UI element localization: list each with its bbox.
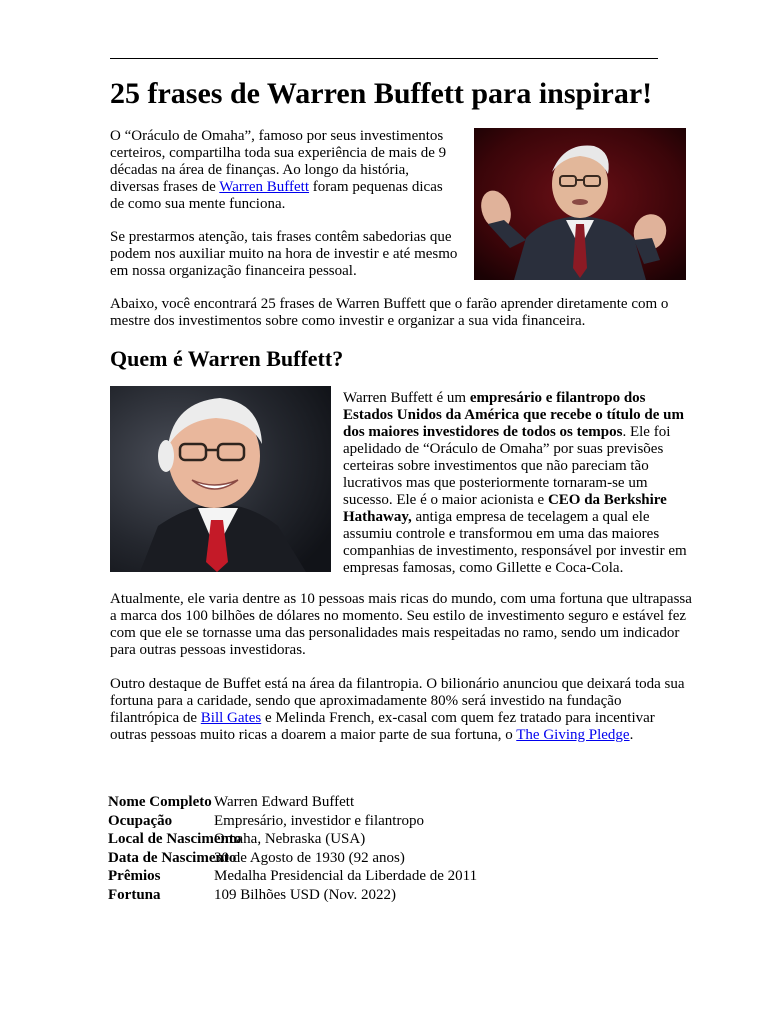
bill-gates-link[interactable]: Bill Gates bbox=[200, 710, 262, 726]
philanthropy-paragraph: Outro destaque de Buffet está na área da filantropia. O bilionário anunciou que deixará toda sua fortuna para a caridade, sendo que aproximadamente 80% será investido na fundação filantrópica de Bill Gates e Melinda French, ex-casal com quem fez tratado para incentivar outras pessoas muito ricas a doarem a maior parte de sua fortuna, o The Giving Pledge. bbox=[110, 676, 685, 743]
info-value: Empresário, investidor e filantropo bbox=[214, 812, 424, 829]
info-key: Data de Nascimento bbox=[108, 849, 237, 866]
info-row bbox=[108, 867, 528, 886]
info-key: Fortuna bbox=[108, 886, 161, 903]
info-key: Ocupação bbox=[108, 812, 173, 829]
info-row bbox=[108, 793, 528, 812]
info-value: 30 de Agosto de 1930 (92 anos) bbox=[214, 849, 405, 866]
info-key: Prêmios bbox=[108, 868, 161, 885]
buffett-portrait-photo bbox=[110, 386, 331, 572]
info-key: Local de Nascimento bbox=[108, 831, 242, 848]
wealth-paragraph: Atualmente, ele varia dentre as 10 pessoas mais ricas do mundo, com uma fortuna que ultrapassa a marca dos 100 bilhões de dólares no momento. Seu estilo de investimento seguro e estável fez com que ele se tornasse uma das personalidades mais respeitadas no ramo, sendo um indicador para outras pessoas investidoras. bbox=[110, 591, 692, 658]
info-table bbox=[108, 793, 528, 905]
info-value: Omaha, Nebraska (USA) bbox=[214, 831, 366, 848]
top-rule bbox=[110, 58, 658, 59]
info-row bbox=[108, 849, 528, 868]
info-value: Medalha Presidencial da Liberdade de 2011 bbox=[214, 868, 478, 885]
info-row bbox=[108, 886, 528, 905]
info-row bbox=[108, 812, 528, 831]
info-row bbox=[108, 830, 528, 849]
bio-paragraph: Warren Buffett é um empresário e filantropo dos Estados Unidos da América que recebe o título de um dos maiores investidores de todos os tempos. Ele foi apelidado de “Oráculo de Omaha” por suas previsões certeiras sobre investimentos que não pareciam tão lucrativos mas que posteriormente tornaram-se um sucesso. Ele é o maior acionista e CEO da Berkshire Hathaway, antiga empresa de tecelagem a qual ele assumiu controle e transformou em uma das maiores companhias de investimento, responsável por investir em empresas famosas, como Gillette e Coca-Cola. bbox=[343, 390, 687, 576]
info-key: Nome Completo bbox=[108, 794, 212, 810]
page-title: 25 frases de Warren Buffett para inspirar! bbox=[110, 77, 653, 110]
info-value: Warren Edward Buffett bbox=[214, 794, 355, 810]
giving-pledge-link[interactable]: The Giving Pledge bbox=[516, 727, 630, 743]
info-value: 109 Bilhões USD (Nov. 2022) bbox=[214, 886, 396, 903]
section-heading: Quem é Warren Buffett? bbox=[110, 346, 344, 371]
intro-paragraph-1: O “Oráculo de Omaha”, famoso por seus investimentos certeiros, compartilha toda sua experiência de mais de 9 décadas na área de finanças. Ao longo da história, diversas frases de Warren Buffett foram pequenas dicas de como sua mente funciona. bbox=[110, 128, 447, 212]
intro-paragraph-2: Se prestarmos atenção, tais frases contêm sabedorias que podem nos auxiliar muito na hora de investir e até mesmo em nossa organização financeira pessoal. bbox=[110, 229, 458, 279]
warren-buffett-link[interactable]: Warren Buffett bbox=[219, 179, 310, 195]
buffett-speaking-photo bbox=[474, 128, 686, 280]
intro-paragraph-3: Abaixo, você encontrará 25 frases de Warren Buffett que o farão aprender diretamente com o mestre dos investimentos sobre como investir e organizar a sua vida financeira. bbox=[110, 296, 669, 329]
